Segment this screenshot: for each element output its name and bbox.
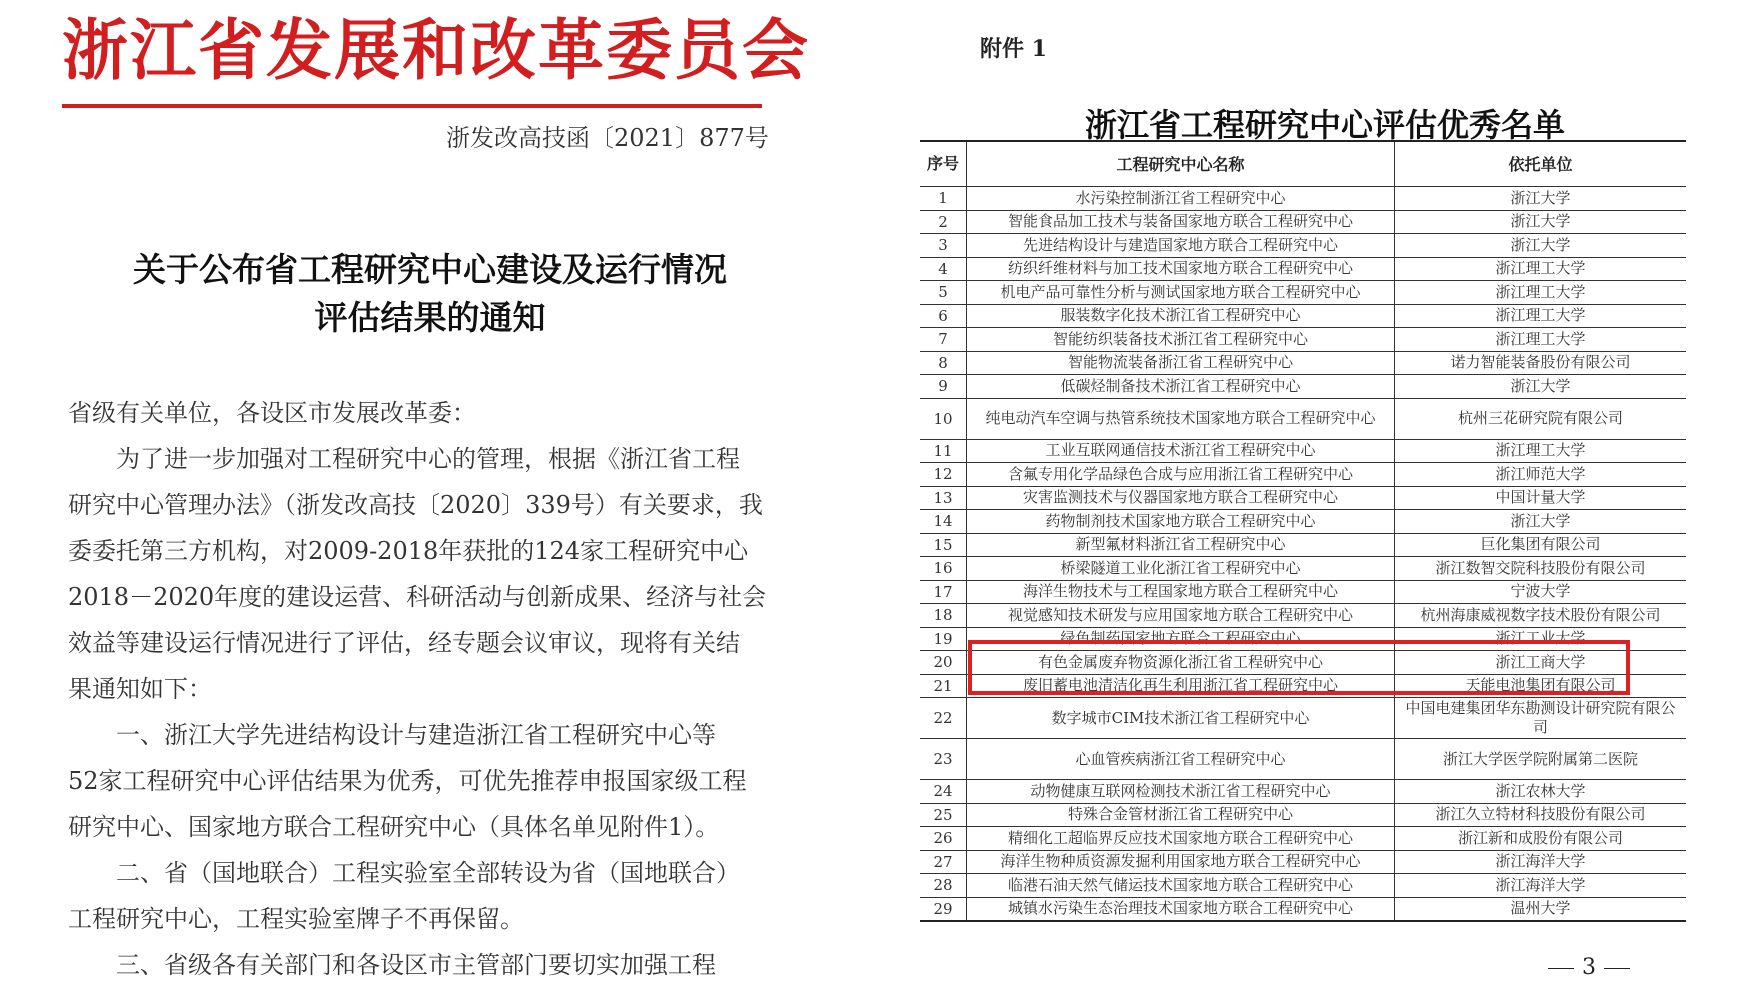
row-center-name: 新型氟材料浙江省工程研究中心	[967, 534, 1395, 557]
body-line: 研究中心、国家地方联合工程研究中心（具体名单见附件1）。	[68, 813, 720, 841]
row-index: 12	[920, 463, 967, 486]
attachment-page	[900, 0, 1739, 993]
row-index: 19	[920, 628, 967, 651]
row-host-unit: 杭州三花研究院有限公司	[1457, 409, 1623, 427]
row-index: 20	[920, 651, 967, 674]
row-host-unit: 天能电池集团有限公司	[1465, 676, 1616, 695]
notice-title-line: 评估结果的通知	[314, 298, 546, 337]
row-index: 1	[920, 187, 967, 210]
table-row	[920, 851, 1686, 875]
body-line: 效益等建设运行情况进行了评估，经专题会议审议，现将有关结	[68, 629, 740, 657]
body-line: 三、省级各有关部门和各设区市主管部门要切实加强工程	[116, 951, 716, 979]
body-line: 研究中心管理办法》（浙发改高技〔2020〕339号）有关要求，我	[68, 491, 763, 519]
row-center-name: 智能物流装备浙江省工程研究中心	[967, 352, 1395, 375]
table-row	[920, 281, 1686, 305]
row-index: 27	[920, 851, 967, 874]
table-row	[920, 305, 1686, 329]
row-center-name: 海洋生物种质资源发掘利用国家地方联合工程研究中心	[967, 851, 1395, 874]
table-row	[920, 399, 1686, 440]
body-line: 二、省（国地联合）工程实验室全部转设为省（国地联合）	[116, 859, 740, 887]
row-index: 17	[920, 581, 967, 604]
notice-title-line: 关于公布省工程研究中心建设及运行情况	[133, 250, 727, 289]
table-row	[920, 604, 1686, 628]
row-index: 6	[920, 305, 967, 328]
row-center-name: 有色金属废弃物资源化浙江省工程研究中心	[967, 651, 1395, 674]
table-row	[920, 187, 1686, 211]
notice-page	[0, 0, 860, 993]
row-center-name: 低碳烃制备技术浙江省工程研究中心	[967, 375, 1395, 398]
row-host-unit: 浙江工商大学	[1495, 652, 1586, 671]
red-divider	[62, 104, 762, 108]
row-center-name: 动物健康互联网检测技术浙江省工程研究中心	[967, 780, 1395, 803]
row-center-name: 绿色制药国家地方联合工程研究中心	[967, 628, 1395, 651]
row-host-unit: 浙江理工大学	[1495, 259, 1586, 278]
row-center-name: 含氟专用化学品绿色合成与应用浙江省工程研究中心	[967, 463, 1395, 486]
row-index: 10	[920, 399, 967, 439]
row-index: 25	[920, 804, 967, 827]
table-row	[920, 827, 1686, 851]
table-row	[920, 698, 1686, 739]
table-row	[920, 510, 1686, 534]
body-line: 果通知如下：	[68, 675, 212, 703]
row-host-unit: 浙江大学	[1510, 511, 1571, 530]
row-index: 2	[920, 211, 967, 234]
row-host-unit: 浙江师范大学	[1495, 464, 1586, 483]
row-center-name: 桥梁隧道工业化浙江省工程研究中心	[967, 557, 1395, 580]
highlight-box	[968, 640, 1630, 695]
row-host-unit: 诺力智能装备股份有限公司	[1450, 353, 1631, 372]
row-host-unit: 浙江大学	[1510, 235, 1571, 254]
row-host-unit: 浙江海洋大学	[1495, 875, 1586, 894]
table-row	[920, 581, 1686, 605]
row-host-unit: 浙江海洋大学	[1495, 852, 1586, 871]
table-row	[920, 258, 1686, 282]
row-host-unit: 杭州海康威视数字技术股份有限公司	[1420, 605, 1661, 624]
row-center-name: 智能食品加工技术与装备国家地方联合工程研究中心	[967, 211, 1395, 234]
table-row	[920, 874, 1686, 898]
table-row	[920, 375, 1686, 399]
row-index: 11	[920, 440, 967, 463]
row-center-name: 视觉感知技术研发与应用国家地方联合工程研究中心	[967, 604, 1395, 627]
row-index: 26	[920, 827, 967, 850]
row-host-unit: 浙江理工大学	[1495, 306, 1586, 325]
attachment-label: 附件 1	[980, 36, 1047, 62]
body-line: 2018－2020年度的建设运营、科研活动与创新成果、经济与社会	[68, 583, 767, 611]
table-row	[920, 898, 1686, 921]
row-host-unit: 浙江大学	[1510, 188, 1571, 207]
table-row	[920, 739, 1686, 780]
notice-title	[100, 246, 760, 342]
row-index: 16	[920, 557, 967, 580]
row-host-unit: 浙江理工大学	[1495, 441, 1586, 460]
body-line: 为了进一步加强对工程研究中心的管理，根据《浙江省工程	[116, 445, 740, 473]
row-index: 7	[920, 328, 967, 351]
row-index: 5	[920, 281, 967, 304]
row-index: 22	[920, 698, 967, 738]
row-center-name: 水污染控制浙江省工程研究中心	[967, 187, 1395, 210]
row-host-unit: 浙江理工大学	[1495, 329, 1586, 348]
row-index: 23	[920, 739, 967, 779]
row-center-name: 机电产品可靠性分析与测试国家地方联合工程研究中心	[967, 281, 1395, 304]
notice-body	[68, 390, 767, 988]
row-center-name: 数字城市CIM技术浙江省工程研究中心	[967, 698, 1395, 738]
row-host-unit: 浙江久立特材科技股份有限公司	[1435, 805, 1646, 824]
row-center-name: 临港石油天然气储运技术国家地方联合工程研究中心	[967, 874, 1395, 897]
table-row	[920, 352, 1686, 376]
salutation: 省级有关单位，各设区市发展改革委：	[68, 399, 476, 427]
body-line: 52家工程研究中心评估结果为优秀，可优先推荐申报国家级工程	[68, 767, 747, 795]
row-index: 4	[920, 258, 967, 281]
row-center-name: 海洋生物技术与工程国家地方联合工程研究中心	[967, 581, 1395, 604]
row-host-unit: 中国计量大学	[1495, 488, 1586, 507]
page-number	[1540, 955, 1638, 980]
row-index: 8	[920, 352, 967, 375]
row-index: 3	[920, 234, 967, 257]
row-host-unit: 宁波大学	[1510, 582, 1571, 601]
row-index: 24	[920, 780, 967, 803]
table-row	[920, 804, 1686, 828]
row-center-name: 纯电动汽车空调与热管系统技术国家地方联合工程研究中心	[967, 399, 1395, 439]
row-host-unit: 浙江农林大学	[1495, 781, 1586, 800]
row-index: 28	[920, 874, 967, 897]
page-number-value: 3	[1582, 955, 1596, 980]
row-host-unit: 浙江大学医学院附属第二医院	[1442, 749, 1638, 768]
row-center-name: 服装数字化技术浙江省工程研究中心	[967, 305, 1395, 328]
row-index: 29	[920, 898, 967, 921]
row-host-unit: 温州大学	[1510, 899, 1571, 918]
row-index: 18	[920, 604, 967, 627]
row-host-unit: 浙江数智交院科技股份有限公司	[1435, 558, 1646, 577]
row-center-name: 城镇水污染生态治理技术国家地方联合工程研究中心	[967, 898, 1395, 921]
row-center-name: 工业互联网通信技术浙江省工程研究中心	[967, 440, 1395, 463]
header-host-unit: 依托单位	[1508, 154, 1573, 174]
table-row	[920, 487, 1686, 511]
row-index: 21	[920, 675, 967, 698]
row-host-unit: 浙江大学	[1510, 212, 1571, 231]
table-row	[920, 780, 1686, 804]
row-index: 14	[920, 510, 967, 533]
excellent-list-table	[920, 140, 1686, 922]
header-index: 序号	[920, 142, 967, 186]
list-title: 浙江省工程研究中心评估优秀名单	[1084, 106, 1565, 144]
table-row	[920, 328, 1686, 352]
row-center-name: 废旧蓄电池清洁化再生利用浙江省工程研究中心	[967, 675, 1395, 698]
table-header	[920, 142, 1686, 187]
body-line: 工程研究中心，工程实验室牌子不再保留。	[68, 905, 524, 933]
row-host-unit: 中国电建集团华东勘测设计研究院有限公司	[1405, 699, 1676, 736]
org-title: 浙江省发展和改革委员会	[62, 11, 810, 89]
row-center-name: 纺织纤维材料与加工技术国家地方联合工程研究中心	[967, 258, 1395, 281]
row-host-unit: 浙江新和成股份有限公司	[1457, 828, 1623, 847]
table-row	[920, 234, 1686, 258]
row-center-name: 药物制剂技术国家地方联合工程研究中心	[967, 510, 1395, 533]
row-host-unit: 浙江大学	[1510, 376, 1571, 395]
row-center-name: 灾害监测技术与仪器国家地方联合工程研究中心	[967, 487, 1395, 510]
row-center-name: 精细化工超临界反应技术国家地方联合工程研究中心	[967, 827, 1395, 850]
row-index: 13	[920, 487, 967, 510]
row-index: 15	[920, 534, 967, 557]
row-center-name: 智能纺织装备技术浙江省工程研究中心	[967, 328, 1395, 351]
row-center-name: 心血管疾病浙江省工程研究中心	[967, 739, 1395, 779]
table-row	[920, 440, 1686, 464]
table-row	[920, 534, 1686, 558]
table-row	[920, 211, 1686, 235]
row-host-unit: 浙江工业大学	[1495, 629, 1586, 648]
row-index: 9	[920, 375, 967, 398]
header-center-name: 工程研究中心名称	[967, 142, 1395, 186]
table-row	[920, 557, 1686, 581]
row-host-unit: 浙江理工大学	[1495, 282, 1586, 301]
row-host-unit: 巨化集团有限公司	[1480, 535, 1601, 554]
body-line: 委委托第三方机构，对2009-2018年获批的124家工程研究中心	[68, 537, 749, 565]
body-line: 一、浙江大学先进结构设计与建造浙江省工程研究中心等	[116, 721, 716, 749]
table-row	[920, 463, 1686, 487]
row-center-name: 特殊合金管材浙江省工程研究中心	[967, 804, 1395, 827]
document-number: 浙发改高技函〔2021〕877号	[446, 124, 769, 152]
row-center-name: 先进结构设计与建造国家地方联合工程研究中心	[967, 234, 1395, 257]
